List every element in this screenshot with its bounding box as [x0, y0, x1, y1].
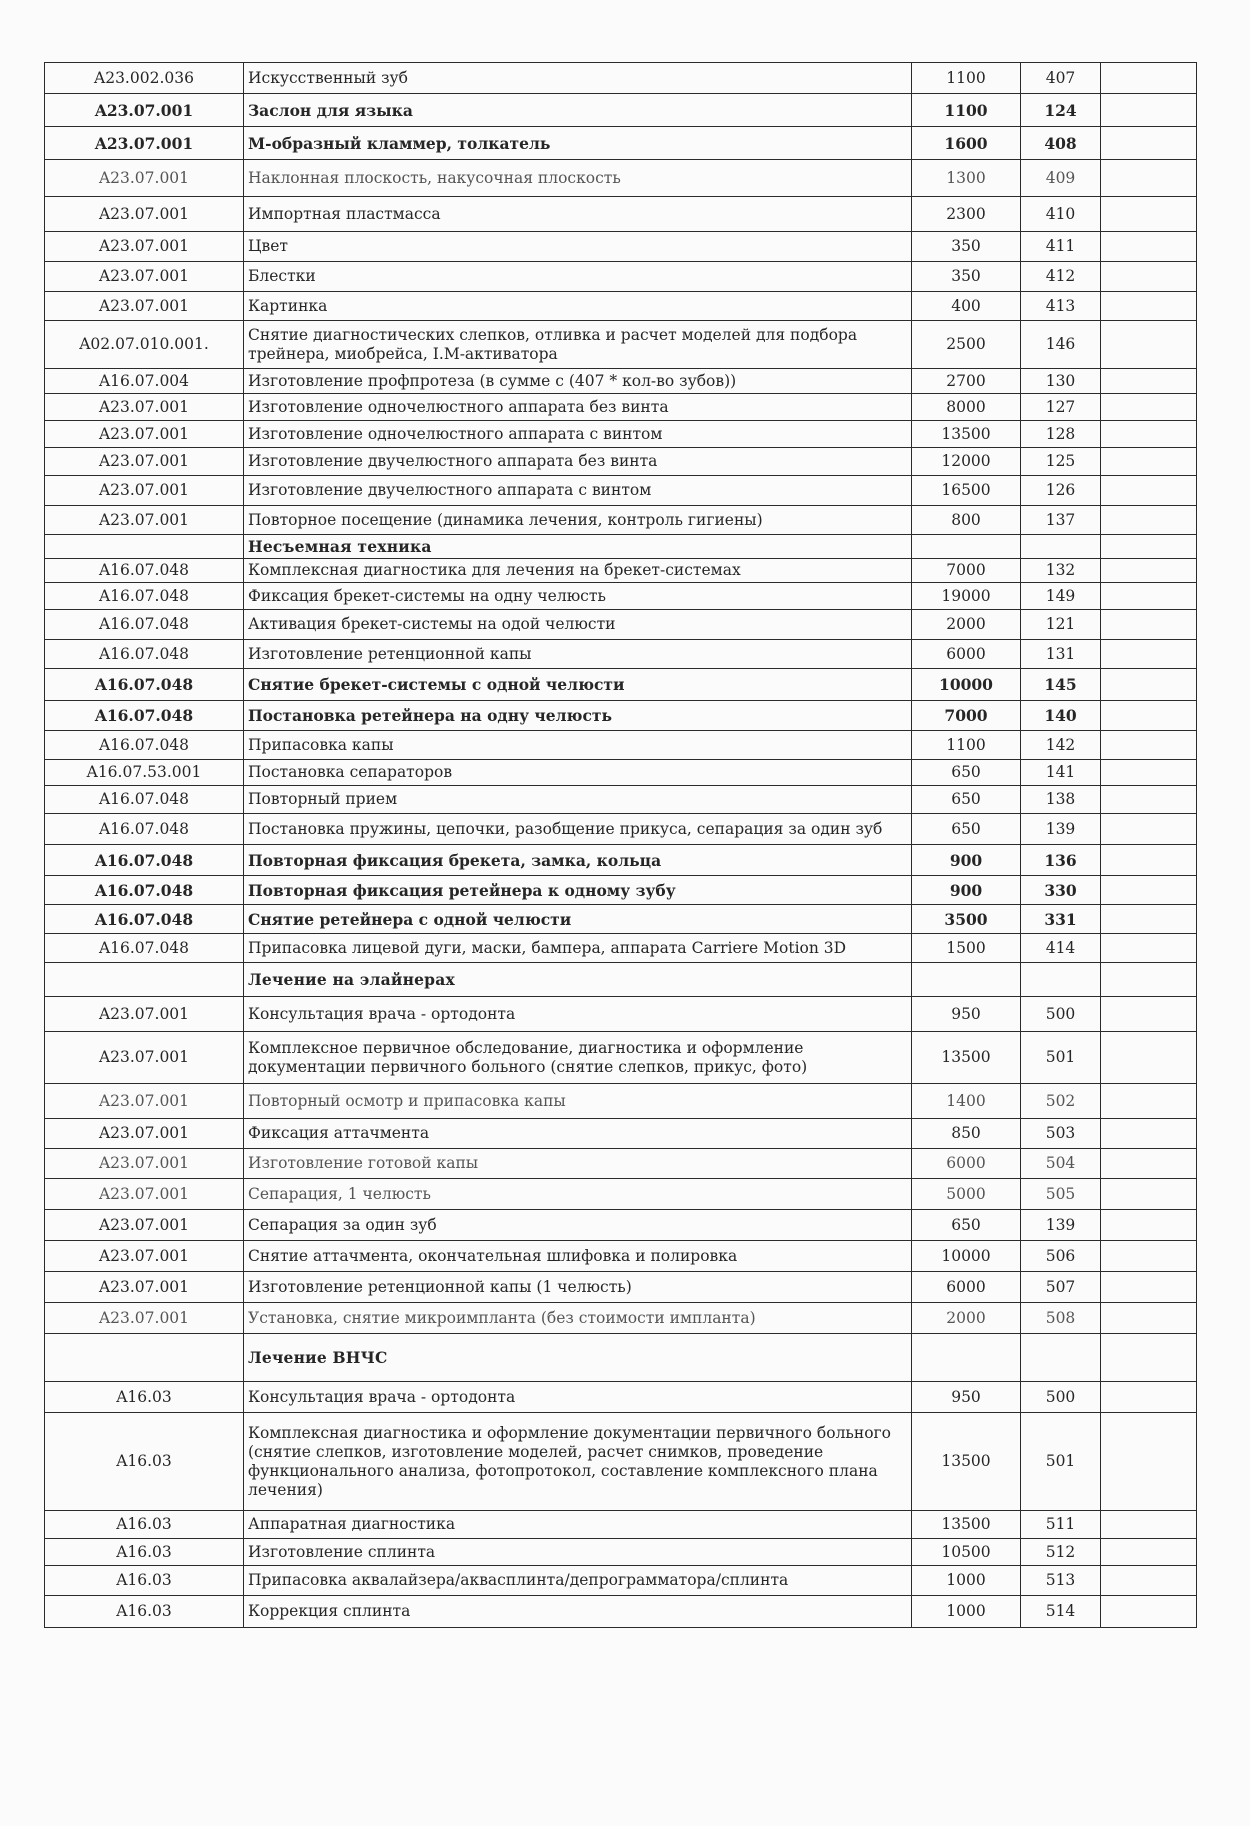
item-number-cell: 501 [1021, 1413, 1101, 1511]
price-cell: 900 [912, 845, 1021, 876]
price-cell: 2300 [912, 197, 1021, 232]
table-row [45, 1539, 1197, 1566]
price-cell: 800 [912, 506, 1021, 535]
item-number-cell: 124 [1021, 94, 1101, 127]
price-cell: 950 [912, 997, 1021, 1032]
table-row [45, 476, 1197, 506]
service-code-cell: A23.07.001 [45, 1119, 244, 1149]
empty-cell [1101, 1119, 1197, 1149]
price-table [44, 62, 1197, 1628]
service-name-cell: Припасовка аквалайзера/аквасплинта/депрограмматора/сплинта [244, 1566, 912, 1596]
service-code-cell: A23.07.001 [45, 262, 244, 292]
empty-cell [1101, 1334, 1197, 1382]
price-cell: 950 [912, 1382, 1021, 1413]
service-code-cell: A23.07.001 [45, 448, 244, 476]
service-name-cell: Картинка [244, 292, 912, 321]
item-number-cell: 512 [1021, 1539, 1101, 1566]
item-number-cell: 331 [1021, 905, 1101, 934]
price-cell: 1100 [912, 94, 1021, 127]
table-row [45, 1241, 1197, 1272]
service-code-cell: A16.03 [45, 1596, 244, 1628]
empty-cell [1101, 1596, 1197, 1628]
empty-cell [1101, 559, 1197, 583]
item-number-cell: 411 [1021, 232, 1101, 262]
price-cell: 13500 [912, 421, 1021, 448]
item-number-cell: 505 [1021, 1179, 1101, 1210]
item-number-cell: 409 [1021, 160, 1101, 197]
price-cell [912, 963, 1021, 997]
service-name-cell: Консультация врача - ортодонта [244, 997, 912, 1032]
table-row [45, 94, 1197, 127]
item-number-cell: 501 [1021, 1032, 1101, 1084]
empty-cell [1101, 535, 1197, 559]
price-cell: 13500 [912, 1032, 1021, 1084]
service-name-cell: Блестки [244, 262, 912, 292]
service-name-cell: Повторная фиксация брекета, замка, кольца [244, 845, 912, 876]
item-number-cell [1021, 963, 1101, 997]
item-number-cell: 504 [1021, 1149, 1101, 1179]
service-code-cell: A16.03 [45, 1382, 244, 1413]
service-code-cell: A16.07.048 [45, 731, 244, 760]
service-code-cell: A23.07.001 [45, 1032, 244, 1084]
item-number-cell: 142 [1021, 731, 1101, 760]
empty-cell [1101, 1539, 1197, 1566]
service-name-cell: Постановка сепараторов [244, 760, 912, 786]
table-row [45, 63, 1197, 94]
empty-cell [1101, 1179, 1197, 1210]
section-header-row [45, 963, 1197, 997]
item-number-cell: 130 [1021, 369, 1101, 394]
price-cell [912, 1334, 1021, 1382]
price-cell: 1000 [912, 1596, 1021, 1628]
service-code-cell: A16.03 [45, 1511, 244, 1539]
table-row [45, 321, 1197, 369]
table-row [45, 1084, 1197, 1119]
service-name-cell: Цвет [244, 232, 912, 262]
service-code-cell [45, 1334, 244, 1382]
table-row [45, 760, 1197, 786]
item-number-cell: 506 [1021, 1241, 1101, 1272]
table-row [45, 448, 1197, 476]
item-number-cell: 141 [1021, 760, 1101, 786]
service-name-cell: Припасовка капы [244, 731, 912, 760]
table-row [45, 1210, 1197, 1241]
price-cell: 8000 [912, 394, 1021, 421]
service-name-cell: Изготовление профпротеза (в сумме с (407 * кол-во зубов)) [244, 369, 912, 394]
service-name-cell: Заслон для языка [244, 94, 912, 127]
item-number-cell: 511 [1021, 1511, 1101, 1539]
service-code-cell: A16.07.048 [45, 640, 244, 669]
price-cell: 1600 [912, 127, 1021, 160]
table-row [45, 669, 1197, 701]
service-code-cell: A16.07.048 [45, 583, 244, 610]
table-row [45, 845, 1197, 876]
table-row [45, 731, 1197, 760]
service-name-cell: Аппаратная диагностика [244, 1511, 912, 1539]
service-code-cell: A16.03 [45, 1539, 244, 1566]
service-code-cell: A23.07.001 [45, 292, 244, 321]
empty-cell [1101, 701, 1197, 731]
table-row [45, 1303, 1197, 1334]
service-name-cell: Лечение на элайнерах [244, 963, 912, 997]
empty-cell [1101, 127, 1197, 160]
table-row [45, 610, 1197, 640]
service-code-cell: A16.07.048 [45, 814, 244, 845]
empty-cell [1101, 640, 1197, 669]
empty-cell [1101, 506, 1197, 535]
item-number-cell: 502 [1021, 1084, 1101, 1119]
service-code-cell [45, 963, 244, 997]
empty-cell [1101, 905, 1197, 934]
item-number-cell: 149 [1021, 583, 1101, 610]
service-name-cell: Изготовление двучелюстного аппарата с винтом [244, 476, 912, 506]
table-row [45, 1272, 1197, 1303]
service-code-cell: A16.03 [45, 1413, 244, 1511]
empty-cell [1101, 1241, 1197, 1272]
item-number-cell: 413 [1021, 292, 1101, 321]
table-row [45, 232, 1197, 262]
service-code-cell: A16.07.048 [45, 845, 244, 876]
service-name-cell: Комплексное первичное обследование, диагностика и оформление документации первичного больного (снятие слепков, прикус, фото) [244, 1032, 912, 1084]
empty-cell [1101, 934, 1197, 963]
service-code-cell: A23.07.001 [45, 997, 244, 1032]
price-cell: 650 [912, 1210, 1021, 1241]
service-code-cell: A23.07.001 [45, 232, 244, 262]
service-name-cell: Комплексная диагностика и оформление документации первичного больного (снятие слепков, изготовление моделей, расчет снимков, проведение функционального анализа, фотопротокол, составление комплексного плана лечения) [244, 1413, 912, 1511]
table-row [45, 1382, 1197, 1413]
service-code-cell: A16.07.048 [45, 905, 244, 934]
empty-cell [1101, 731, 1197, 760]
item-number-cell: 146 [1021, 321, 1101, 369]
service-name-cell: Припасовка лицевой дуги, маски, бампера, аппарата Carriere Motion 3D [244, 934, 912, 963]
price-cell: 900 [912, 876, 1021, 905]
empty-cell [1101, 845, 1197, 876]
item-number-cell: 128 [1021, 421, 1101, 448]
empty-cell [1101, 232, 1197, 262]
price-cell: 6000 [912, 1272, 1021, 1303]
service-code-cell: A16.07.048 [45, 610, 244, 640]
table-row [45, 559, 1197, 583]
service-name-cell: Несъемная техника [244, 535, 912, 559]
empty-cell [1101, 321, 1197, 369]
service-code-cell: A23.07.001 [45, 1272, 244, 1303]
empty-cell [1101, 1511, 1197, 1539]
table-row [45, 394, 1197, 421]
item-number-cell: 330 [1021, 876, 1101, 905]
price-cell: 10000 [912, 669, 1021, 701]
service-code-cell: A16.03 [45, 1566, 244, 1596]
price-cell: 7000 [912, 701, 1021, 731]
price-cell: 850 [912, 1119, 1021, 1149]
section-header-row [45, 1334, 1197, 1382]
item-number-cell: 132 [1021, 559, 1101, 583]
service-code-cell: A02.07.010.001. [45, 321, 244, 369]
empty-cell [1101, 669, 1197, 701]
empty-cell [1101, 197, 1197, 232]
service-code-cell: A16.07.53.001 [45, 760, 244, 786]
service-name-cell: Повторное посещение (динамика лечения, контроль гигиены) [244, 506, 912, 535]
price-cell: 6000 [912, 1149, 1021, 1179]
table-row [45, 292, 1197, 321]
empty-cell [1101, 63, 1197, 94]
service-name-cell: Повторный осмотр и припасовка капы [244, 1084, 912, 1119]
item-number-cell: 410 [1021, 197, 1101, 232]
empty-cell [1101, 814, 1197, 845]
item-number-cell: 138 [1021, 786, 1101, 814]
empty-cell [1101, 1149, 1197, 1179]
empty-cell [1101, 963, 1197, 997]
item-number-cell: 121 [1021, 610, 1101, 640]
item-number-cell: 126 [1021, 476, 1101, 506]
item-number-cell: 513 [1021, 1566, 1101, 1596]
service-code-cell: A23.07.001 [45, 394, 244, 421]
table-row [45, 127, 1197, 160]
empty-cell [1101, 292, 1197, 321]
service-name-cell: Изготовление одночелюстного аппарата с винтом [244, 421, 912, 448]
price-cell: 2000 [912, 1303, 1021, 1334]
table-row [45, 197, 1197, 232]
service-code-cell: A16.07.004 [45, 369, 244, 394]
item-number-cell: 140 [1021, 701, 1101, 731]
table-row [45, 1511, 1197, 1539]
price-cell: 650 [912, 786, 1021, 814]
empty-cell [1101, 1413, 1197, 1511]
price-cell: 650 [912, 814, 1021, 845]
service-name-cell: Снятие диагностических слепков, отливка и расчет моделей для подбора трейнера, миобрейса, I.M-активатора [244, 321, 912, 369]
empty-cell [1101, 421, 1197, 448]
empty-cell [1101, 448, 1197, 476]
service-name-cell: Сепарация, 1 челюсть [244, 1179, 912, 1210]
price-cell: 16500 [912, 476, 1021, 506]
service-name-cell: Активация брекет-системы на одой челюсти [244, 610, 912, 640]
empty-cell [1101, 760, 1197, 786]
price-list-sheet [44, 62, 1196, 1628]
service-code-cell: A23.07.001 [45, 421, 244, 448]
empty-cell [1101, 94, 1197, 127]
price-cell: 1300 [912, 160, 1021, 197]
empty-cell [1101, 1566, 1197, 1596]
item-number-cell: 412 [1021, 262, 1101, 292]
table-row [45, 876, 1197, 905]
service-name-cell: Постановка ретейнера на одну челюсть [244, 701, 912, 731]
table-row [45, 997, 1197, 1032]
price-cell: 1100 [912, 731, 1021, 760]
item-number-cell: 500 [1021, 1382, 1101, 1413]
price-cell: 12000 [912, 448, 1021, 476]
service-code-cell: A23.07.001 [45, 1149, 244, 1179]
price-cell: 10000 [912, 1241, 1021, 1272]
empty-cell [1101, 394, 1197, 421]
service-code-cell: A23.07.001 [45, 1241, 244, 1272]
service-name-cell: Сепарация за один зуб [244, 1210, 912, 1241]
empty-cell [1101, 1210, 1197, 1241]
service-code-cell: A16.07.048 [45, 786, 244, 814]
item-number-cell: 137 [1021, 506, 1101, 535]
empty-cell [1101, 583, 1197, 610]
service-name-cell: Повторный прием [244, 786, 912, 814]
item-number-cell [1021, 535, 1101, 559]
price-cell: 350 [912, 262, 1021, 292]
service-code-cell: A23.07.001 [45, 160, 244, 197]
item-number-cell: 407 [1021, 63, 1101, 94]
item-number-cell: 414 [1021, 934, 1101, 963]
service-code-cell: A16.07.048 [45, 701, 244, 731]
price-cell: 10500 [912, 1539, 1021, 1566]
item-number-cell: 139 [1021, 1210, 1101, 1241]
table-row [45, 1179, 1197, 1210]
service-name-cell: Коррекция сплинта [244, 1596, 912, 1628]
service-code-cell: A23.07.001 [45, 476, 244, 506]
item-number-cell: 136 [1021, 845, 1101, 876]
service-code-cell: A23.07.001 [45, 1210, 244, 1241]
table-row [45, 934, 1197, 963]
price-cell: 1400 [912, 1084, 1021, 1119]
price-cell: 1000 [912, 1566, 1021, 1596]
table-row [45, 369, 1197, 394]
price-cell: 7000 [912, 559, 1021, 583]
table-row [45, 1032, 1197, 1084]
service-name-cell: Установка, снятие микроимпланта (без стоимости импланта) [244, 1303, 912, 1334]
empty-cell [1101, 262, 1197, 292]
service-name-cell: Импортная пластмасса [244, 197, 912, 232]
price-cell [912, 535, 1021, 559]
item-number-cell: 508 [1021, 1303, 1101, 1334]
price-cell: 5000 [912, 1179, 1021, 1210]
empty-cell [1101, 160, 1197, 197]
table-row [45, 1596, 1197, 1628]
price-cell: 13500 [912, 1413, 1021, 1511]
service-code-cell: A16.07.048 [45, 669, 244, 701]
table-row [45, 1149, 1197, 1179]
table-row [45, 262, 1197, 292]
service-name-cell: Искусственный зуб [244, 63, 912, 94]
item-number-cell: 127 [1021, 394, 1101, 421]
service-name-cell: Повторная фиксация ретейнера к одному зубу [244, 876, 912, 905]
empty-cell [1101, 476, 1197, 506]
empty-cell [1101, 369, 1197, 394]
service-name-cell: Снятие брекет-системы с одной челюсти [244, 669, 912, 701]
service-code-cell [45, 535, 244, 559]
service-name-cell: Изготовление двучелюстного аппарата без винта [244, 448, 912, 476]
item-number-cell: 125 [1021, 448, 1101, 476]
item-number-cell: 139 [1021, 814, 1101, 845]
price-cell: 400 [912, 292, 1021, 321]
service-name-cell: Консультация врача - ортодонта [244, 1382, 912, 1413]
table-row [45, 506, 1197, 535]
item-number-cell: 507 [1021, 1272, 1101, 1303]
service-name-cell: Фиксация аттачмента [244, 1119, 912, 1149]
service-code-cell: A23.07.001 [45, 1179, 244, 1210]
table-row [45, 1566, 1197, 1596]
service-name-cell: Изготовление одночелюстного аппарата без винта [244, 394, 912, 421]
service-name-cell: Изготовление ретенционной капы (1 челюсть) [244, 1272, 912, 1303]
table-row [45, 1119, 1197, 1149]
empty-cell [1101, 876, 1197, 905]
service-code-cell: A23.002.036 [45, 63, 244, 94]
section-header-row [45, 535, 1197, 559]
empty-cell [1101, 1272, 1197, 1303]
empty-cell [1101, 1382, 1197, 1413]
item-number-cell: 514 [1021, 1596, 1101, 1628]
service-code-cell: A16.07.048 [45, 559, 244, 583]
empty-cell [1101, 610, 1197, 640]
service-code-cell: A16.07.048 [45, 934, 244, 963]
table-row [45, 640, 1197, 669]
table-row [45, 701, 1197, 731]
empty-cell [1101, 786, 1197, 814]
price-cell: 6000 [912, 640, 1021, 669]
price-cell: 2700 [912, 369, 1021, 394]
service-name-cell: Комплексная диагностика для лечения на брекет-системах [244, 559, 912, 583]
price-cell: 19000 [912, 583, 1021, 610]
service-code-cell: A23.07.001 [45, 1303, 244, 1334]
table-row [45, 160, 1197, 197]
price-cell: 2000 [912, 610, 1021, 640]
service-name-cell: Снятие ретейнера с одной челюсти [244, 905, 912, 934]
table-row [45, 905, 1197, 934]
service-code-cell: A23.07.001 [45, 197, 244, 232]
service-name-cell: Изготовление сплинта [244, 1539, 912, 1566]
table-row [45, 583, 1197, 610]
service-name-cell: Лечение ВНЧС [244, 1334, 912, 1382]
table-row [45, 786, 1197, 814]
price-cell: 2500 [912, 321, 1021, 369]
empty-cell [1101, 997, 1197, 1032]
price-cell: 650 [912, 760, 1021, 786]
service-code-cell: A23.07.001 [45, 94, 244, 127]
price-table-body [45, 63, 1197, 1628]
item-number-cell [1021, 1334, 1101, 1382]
service-code-cell: A23.07.001 [45, 506, 244, 535]
service-name-cell: Изготовление ретенционной капы [244, 640, 912, 669]
table-row [45, 814, 1197, 845]
table-row [45, 421, 1197, 448]
service-name-cell: Постановка пружины, цепочки, разобщение прикуса, сепарация за один зуб [244, 814, 912, 845]
service-name-cell: Наклонная плоскость, накусочная плоскость [244, 160, 912, 197]
item-number-cell: 503 [1021, 1119, 1101, 1149]
price-cell: 350 [912, 232, 1021, 262]
empty-cell [1101, 1032, 1197, 1084]
service-name-cell: Фиксация брекет-системы на одну челюсть [244, 583, 912, 610]
service-code-cell: A23.07.001 [45, 1084, 244, 1119]
item-number-cell: 145 [1021, 669, 1101, 701]
service-name-cell: Изготовление готовой капы [244, 1149, 912, 1179]
item-number-cell: 131 [1021, 640, 1101, 669]
service-code-cell: A23.07.001 [45, 127, 244, 160]
price-cell: 3500 [912, 905, 1021, 934]
item-number-cell: 408 [1021, 127, 1101, 160]
item-number-cell: 500 [1021, 997, 1101, 1032]
price-cell: 1100 [912, 63, 1021, 94]
service-name-cell: Снятие аттачмента, окончательная шлифовка и полировка [244, 1241, 912, 1272]
service-code-cell: A16.07.048 [45, 876, 244, 905]
table-row [45, 1413, 1197, 1511]
service-name-cell: М-образный кламмер, толкатель [244, 127, 912, 160]
price-cell: 13500 [912, 1511, 1021, 1539]
empty-cell [1101, 1084, 1197, 1119]
price-cell: 1500 [912, 934, 1021, 963]
empty-cell [1101, 1303, 1197, 1334]
